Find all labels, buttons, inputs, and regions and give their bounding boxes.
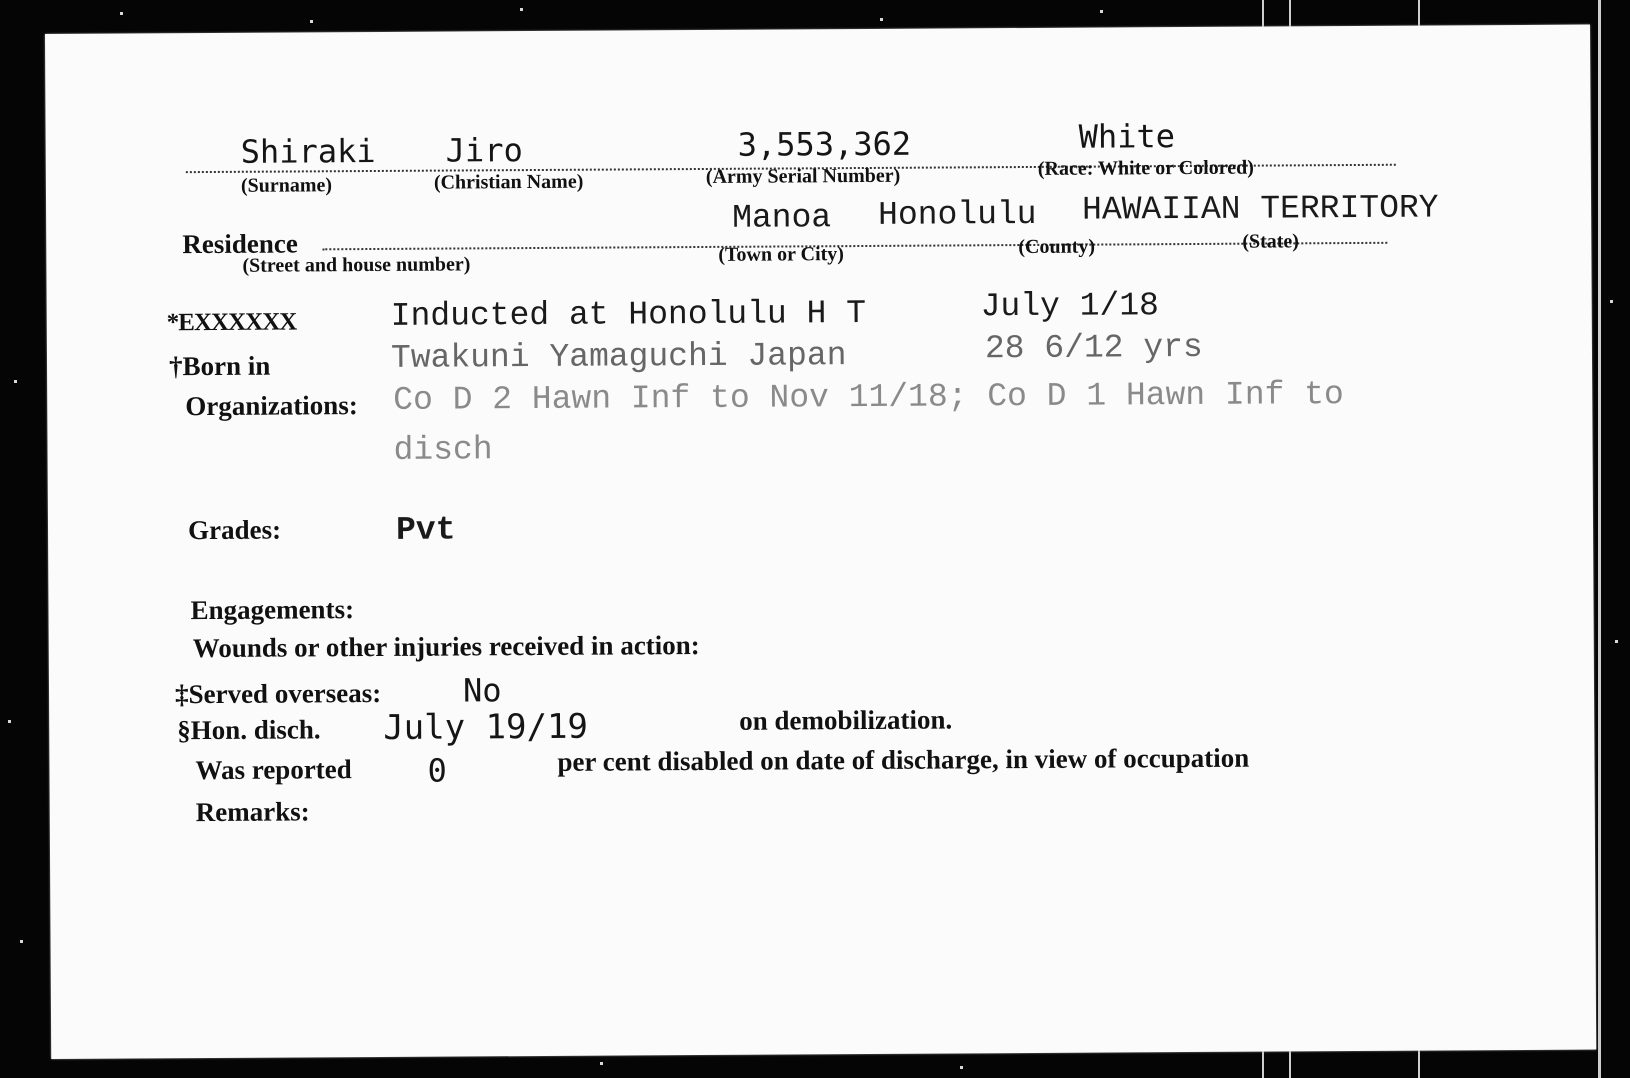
record-card xyxy=(45,25,1596,1059)
born-label: †Born in xyxy=(168,350,271,382)
remarks-label: Remarks: xyxy=(195,796,310,828)
organizations-line-1: Co D 2 Hawn Inf to Nov 11/18; Co D 1 Hawn Inf to xyxy=(393,376,1344,419)
organizations-line-2: disch xyxy=(393,431,493,469)
enlisted-label: *EXXXXXX xyxy=(166,308,297,337)
engagements-label: Engagements: xyxy=(190,594,355,626)
residence-dotted-line xyxy=(322,242,1387,251)
disabled-label: Was reported xyxy=(195,754,352,786)
residence-label: Residence xyxy=(182,228,298,260)
wounds-label: Wounds or other injuries received in action: xyxy=(192,630,700,664)
street-caption: (Street and house number) xyxy=(242,253,471,277)
serial-number-value: 3,553,362 xyxy=(737,124,912,164)
disabled-value: 0 xyxy=(427,751,447,790)
county-caption: (County) xyxy=(1018,235,1096,259)
overseas-value: No xyxy=(462,671,502,710)
serial-caption: (Army Serial Number) xyxy=(705,164,901,188)
christian-name-caption: (Christian Name) xyxy=(433,170,584,194)
surname-caption: (Surname) xyxy=(240,174,333,197)
grades-value: Pvt xyxy=(395,511,456,549)
born-age: 28 6/12 yrs xyxy=(984,328,1203,368)
state-caption: (State) xyxy=(1242,230,1299,253)
discharge-date: July 19/19 xyxy=(383,706,589,748)
race-caption: (Race: White or Colored) xyxy=(1037,156,1254,180)
born-place: Twakuni Yamaguchi Japan xyxy=(390,337,847,377)
discharge-suffix: on demobilization. xyxy=(739,704,953,736)
enlisted-value: Inducted at Honolulu H T xyxy=(390,294,867,335)
discharge-label: §Hon. disch. xyxy=(177,714,321,746)
disabled-suffix: per cent disabled on date of discharge, in view of occupation xyxy=(557,742,1250,777)
surname-value: Shiraki xyxy=(240,131,376,171)
overseas-label: ‡Served overseas: xyxy=(174,677,382,710)
race-value: White xyxy=(1078,117,1176,156)
enlisted-date: July 1/18 xyxy=(980,287,1160,326)
residence-town-value: Manoa xyxy=(732,199,832,237)
residence-state-value: HAWAIIAN TERRITORY xyxy=(1081,189,1439,229)
grades-label: Grades: xyxy=(187,514,282,546)
residence-county-value: Honolulu xyxy=(878,195,1037,234)
organizations-label: Organizations: xyxy=(185,390,358,422)
town-caption: (Town or City) xyxy=(718,243,845,266)
christian-name-value: Jiro xyxy=(445,131,523,170)
